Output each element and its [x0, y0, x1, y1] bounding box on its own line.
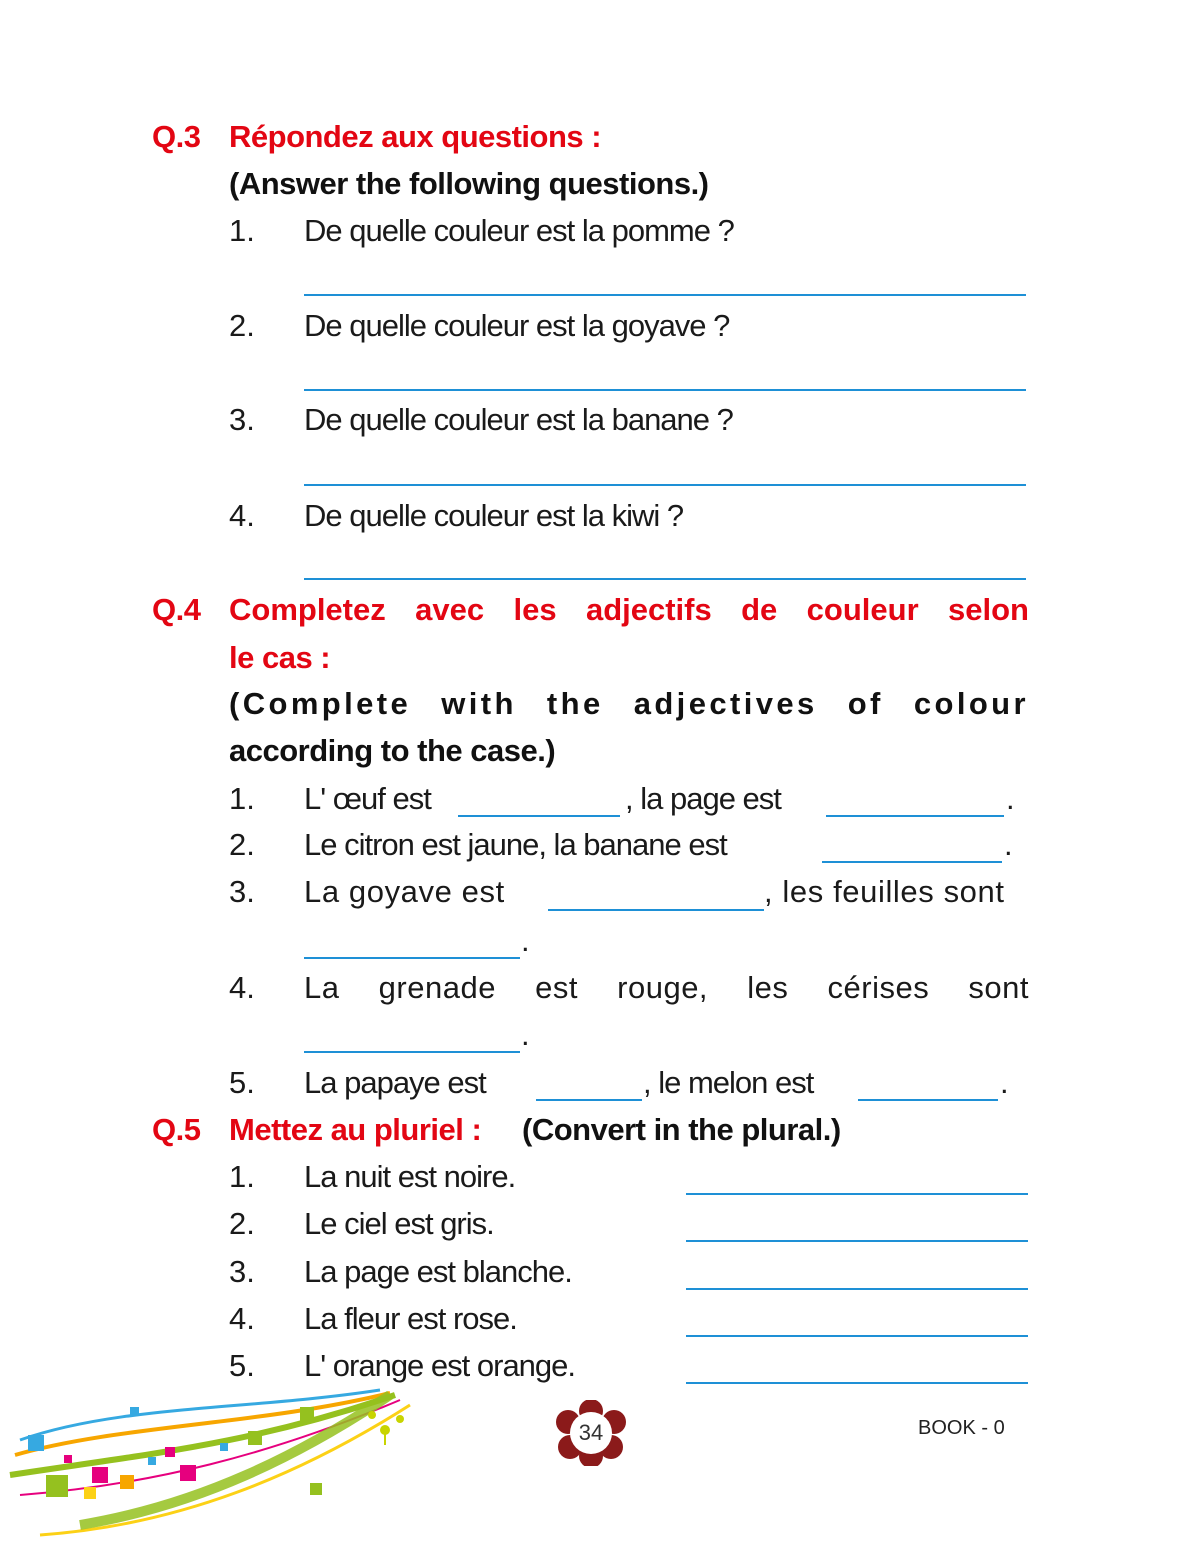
q3-item-2-number: 2.	[229, 308, 255, 343]
q5-item-2-number: 2.	[229, 1206, 255, 1241]
q3-label: Q.3	[152, 119, 201, 154]
q4-item-5-number: 5.	[229, 1065, 255, 1100]
q4-subtitle-line1: (Complete with the adjectives of colour	[229, 686, 1029, 721]
q3-item-3-answer-line[interactable]	[304, 484, 1026, 486]
q5-title: Mettez au pluriel :	[229, 1112, 482, 1147]
q4-item-3-number: 3.	[229, 874, 255, 909]
q3-item-4-number: 4.	[229, 498, 255, 533]
q5-item-1-sentence: La nuit est noire.	[304, 1159, 516, 1194]
decorative-swoosh-graphic	[0, 1385, 430, 1555]
book-label: BOOK - 0	[918, 1417, 1005, 1439]
q4-item-2-number: 2.	[229, 827, 255, 862]
q3-item-4-question: De quelle couleur est la kiwi ?	[304, 498, 684, 533]
q4-item-5-text-a: La papaye est	[304, 1065, 486, 1100]
q5-item-4-number: 4.	[229, 1301, 255, 1336]
q4-item-5-text-c: .	[1000, 1065, 1008, 1100]
q5-item-5-number: 5.	[229, 1348, 255, 1383]
q4-item-4-text-a: La grenade est rouge, les cérises sont	[304, 970, 1029, 1005]
q3-item-3-question: De quelle couleur est la banane ?	[304, 402, 733, 437]
q5-item-3-number: 3.	[229, 1254, 255, 1289]
q4-item-3-text-a: La goyave est	[304, 874, 505, 909]
q3-item-2-answer-line[interactable]	[304, 389, 1026, 391]
q5-item-5-answer-line[interactable]	[686, 1382, 1028, 1384]
q5-item-1-answer-line[interactable]	[686, 1193, 1028, 1195]
q5-item-4-sentence: La fleur est rose.	[304, 1301, 517, 1336]
page-number: 34	[578, 1420, 604, 1445]
q4-item-2-blank-1[interactable]	[822, 861, 1002, 863]
q5-item-1-number: 1.	[229, 1159, 255, 1194]
q5-item-2-sentence: Le ciel est gris.	[304, 1206, 494, 1241]
q5-item-3-answer-line[interactable]	[686, 1288, 1028, 1290]
q3-subtitle: (Answer the following questions.)	[229, 166, 709, 201]
q3-title: Répondez aux questions :	[229, 119, 602, 154]
q4-title-line1: Completez avec les adjectifs de couleur selon	[229, 592, 1029, 627]
q3-item-3-number: 3.	[229, 402, 255, 437]
q4-item-2-text-b: .	[1004, 827, 1012, 862]
q4-item-1-blank-2[interactable]	[826, 815, 1004, 817]
q5-item-2-answer-line[interactable]	[686, 1240, 1028, 1242]
q5-item-3-sentence: La page est blanche.	[304, 1254, 572, 1289]
q3-item-4-answer-line[interactable]	[304, 578, 1026, 580]
q4-label: Q.4	[152, 592, 201, 627]
q5-item-5-sentence: L' orange est orange.	[304, 1348, 576, 1383]
q3-item-1-number: 1.	[229, 213, 255, 248]
q4-item-5-text-b: , le melon est	[643, 1065, 814, 1100]
q3-item-1-answer-line[interactable]	[304, 294, 1026, 296]
q4-item-3-text-c: .	[521, 923, 529, 958]
q4-subtitle-line2: according to the case.)	[229, 733, 556, 768]
q4-item-4-blank-1[interactable]	[304, 1051, 520, 1053]
q4-item-4-number: 4.	[229, 970, 255, 1005]
q4-item-2-text-a: Le citron est jaune, la banane est	[304, 827, 727, 862]
q4-title-line2: le cas :	[229, 640, 331, 675]
q5-subtitle: (Convert in the plural.)	[522, 1112, 841, 1147]
q4-item-3-blank-1[interactable]	[548, 909, 764, 911]
q5-label: Q.5	[152, 1112, 201, 1147]
q3-item-1-question: De quelle couleur est la pomme ?	[304, 213, 734, 248]
q4-item-3-text-b: , les feuilles sont	[764, 874, 1005, 909]
q4-item-1-blank-1[interactable]	[458, 815, 620, 817]
q4-item-1-number: 1.	[229, 781, 255, 816]
q5-item-4-answer-line[interactable]	[686, 1335, 1028, 1337]
q4-item-1-text-b: , la page est	[625, 781, 781, 816]
q4-item-4-text-b: .	[521, 1017, 529, 1052]
q4-item-1-text-c: .	[1006, 781, 1014, 816]
q4-item-5-blank-1[interactable]	[536, 1099, 642, 1101]
q4-item-5-blank-2[interactable]	[858, 1099, 998, 1101]
q3-item-2-question: De quelle couleur est la goyave ?	[304, 308, 730, 343]
q4-item-1-text-a: L' œuf est	[304, 781, 431, 816]
q4-item-3-blank-2[interactable]	[304, 957, 520, 959]
